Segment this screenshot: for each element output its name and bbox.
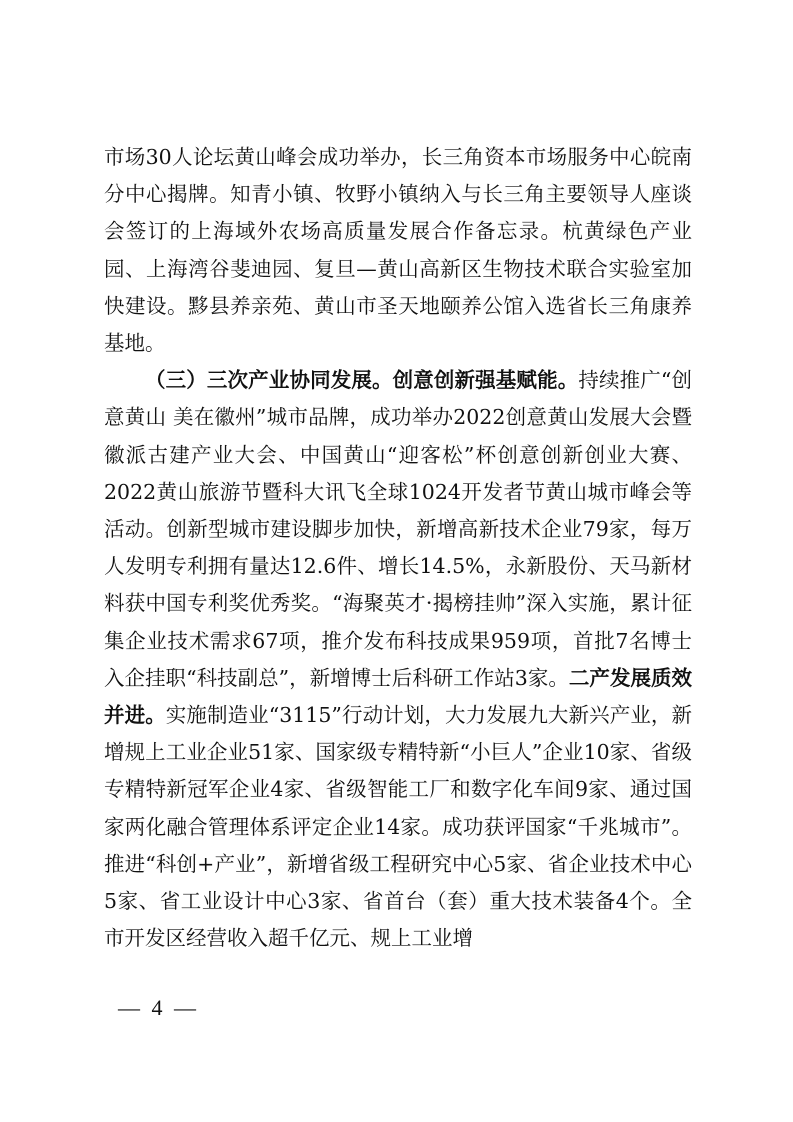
paragraph-text: 市场30人论坛黄山峰会成功举办，长三角资本市场服务中心皖南分中心揭牌。知青小镇、牧野小镇纳入与长三角主要领导人座谈会签订的上海域外农场高质量发展合作备忘录。杭黄绿色产业园、上海湾谷斐迪园、复旦—黄山高新区生物技术联合实验室加快建设。黟县养亲苑、黄山市圣天地颐养公馆入选省长三角康养基地。 [104, 145, 692, 356]
paragraph-industry [104, 362, 692, 957]
body-text [104, 139, 692, 957]
subheading-secondary-industry: 二产发展质效并进。 [104, 665, 692, 728]
paragraph-continuation [104, 139, 692, 362]
subheading-innovation: 创意创新强基赋能。 [392, 368, 579, 393]
paragraph-text-secondary-industry: 实施制造业“3115”行动计划，大力发展九大新兴产业，新增规上工业企业51家、国家级专精特新“小巨人”企业10家、省级专精特新冠军企业4家、省级智能工厂和数字化车间9家、通过国家两化融合管理体系评定企业14家。成功获评国家“千兆城市”。推进“科创+产业”，新增省级工程研究中心5家、省企业技术中心5家、省工业设计中心3家、省首台（套）重大技术装备4个。全市开发区经营收入超千亿元、规上工业增 [104, 703, 693, 951]
page-number: — 4 — [118, 995, 199, 1020]
paragraph-text-innovation: 持续推广“创意黄山 美在徽州”城市品牌，成功举办2022创意黄山发展大会暨徽派古建产业大会、中国黄山“迎客松”杯创意创新创业大赛、2022黄山旅游节暨科大讯飞全球1024开发者节黄山城市峰会等活动。创新型城市建设脚步加快，新增高新技术企业79家，每万人发明专利拥有量达12.6件、增长14.5%，永新股份、天马新材料获中国专利奖优秀奖。“海聚英才·揭榜挂帅”深入实施，累计征集企业技术需求67项，推介发布科技成果959项，首批7名博士入企挂职“科技副总”，新增博士后科研工作站3家。 [104, 368, 692, 690]
section-heading: （三）三次产业协同发展。 [145, 368, 393, 393]
